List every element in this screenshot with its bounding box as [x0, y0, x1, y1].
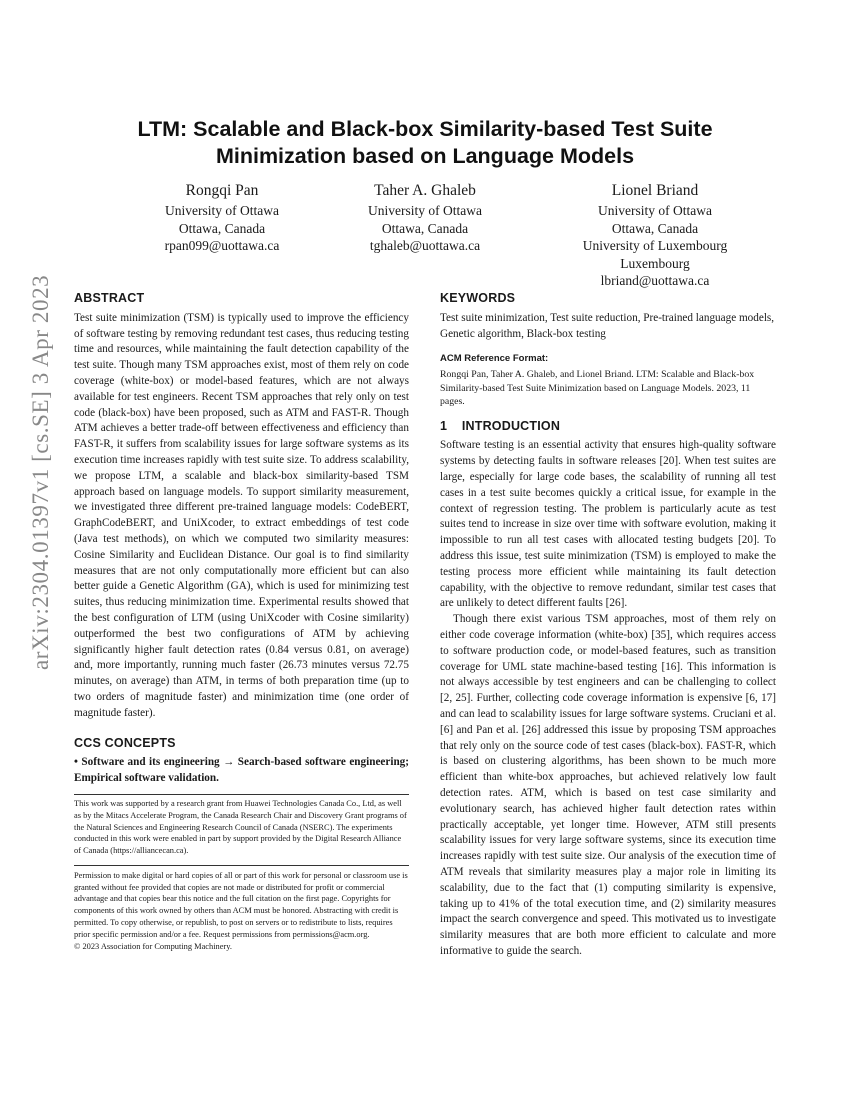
intro-paragraph-1: Software testing is an essential activity that ensures high-quality software systems by detecting faults in software releases [20]. When test suites are large, especially for large code bases, the scalability of running all test cases in a test suite becomes quickly a critical issue, for example in the context of regression testing. The problem is particularly acute as test suites tend to increase in size over time with software evolution, making it impossible to run all test cases with allocated testing budgets [20]. To address this issue, test suite minimization (TSM) is employed to make the testing process more efficient while maintaining its fault detection capability, with the objective to remove redundant, similar test cases that are unlikely to detect different faults [26]. [440, 439, 776, 610]
right-column [440, 291, 776, 960]
permission-divider [74, 865, 409, 866]
author-block-2 [325, 180, 525, 255]
title-line-2: Minimization based on Language Models [215, 144, 635, 168]
author-email: rpan099@uottawa.ca [164, 238, 280, 253]
ccs-text: • Software and its engineering → Search-based software engineering; Empirical software validation. [74, 756, 409, 785]
intro-paragraph-2: Though there exist various TSM approaches, most of them rely on either code coverage information (white-box) [35], which requires access to software production code, or model-based features, such as transition coverage for UML state machine-based testing [16]. This information is not always accessible by test engineers and can be challenging to collect [2, 25]. Further, collecting code coverage information is expensive [6, 17] and can lead to scalability issues for large software systems. Cruciani et al. [6] and Pan et al. [26] addressed this issue by proposing TSM approaches that rely only on the source code of test cases (black-box). FAST-R, which is based on clustering algorithms, has been shown to be much more efficient than white-box approaches, but achieved relatively low fault detection rates. ATM, which is based on test case similarity and evolutionary search, has achieved higher fault detection rates within practically acceptable, yet longer time. However, ATM still presents scalability issues for very large software systems, since its execution time increases rapidly with test suite size. Our analysis of the execution time of ATM reveals that similarity measures play a major role in limiting its scalability, due to the fact that (1) computing similarity is expensive, taking up to 41% of the total execution time, and (2) similarity measures impact the search convergence and speed. This motivated us to investigate similarity measures that are both more efficient to calculate and more informative to guide the search. [440, 613, 776, 957]
abstract-heading: ABSTRACT [74, 291, 145, 305]
acm-reference-text: Rongqi Pan, Taher A. Ghaleb, and Lionel Briand. LTM: Scalable and Black-box Similarity-based Test Suite Minimization based on Language Models. 2023, 11 pages. [440, 369, 755, 408]
author-email: lbriand@uottawa.ca [600, 273, 710, 288]
left-column [74, 291, 409, 952]
author-affiliation: University of Ottawa [165, 203, 279, 218]
author-location: Ottawa, Canada [381, 220, 469, 236]
permission-notice: Permission to make digital or hard copies of all or part of this work for personal or classroom use is granted without fee provided that copies are not made or distributed for profit or commercial advantage and that copies bear this notice and the full citation on the first page. Copyrights for components of this work owned by others than ACM must be honored. Abstracting with credit is permitted. To copy otherwise, or republish, to post on servers or to redistribute to lists, requires prior specific permission and/or a fee. Request permissions from permissions@acm.org. [74, 870, 408, 939]
author-location: Ottawa, Canada [178, 220, 266, 236]
title-line-1: LTM: Scalable and Black-box Similarity-based Test Suite [137, 117, 713, 141]
abstract-text: Test suite minimization (TSM) is typically used to improve the efficiency of software testing by removing redundant test cases, thus reducing testing time and resources, while maintaining the fault detection capability of the test suite. Though many TSM approaches exist, most of them rely on code coverage (white-box) or model-based features, which are not always available for test engineers. Recent TSM approaches that rely only on test code (black-box) have been proposed, such as ATM and FAST-R. Though ATM achieves a better trade-off between effectiveness and efficiency than FAST-R, it suffers from scalability issues for large software systems as its execution time increases rapidly with test suite size. To address scalability, we propose LTM, a scalable and black-box similarity-based TSM approach based on language models. To support similarity measurement, we investigated three different pre-trained language models: CodeBERT, GraphCodeBERT, and UniXcoder, to extract embeddings of test code (Java test methods), on which we computed two similarity measures: Cosine Similarity and Euclidean Distance. Our goal is to find similarity measures that are not only computationally more efficient but can also better guide a Genetic Algorithm (GA), which is used for minimizing test suites, thus reducing minimization time. Experimental results showed that the best configuration of LTM (using UniXcoder with Cosine similarity) outperformed the best two configurations of ATM by achieving significantly higher fault detection rates (0.84 versus 0.81, on average) and, more importantly, running much faster (26.73 minutes versus 72.75 minutes, on average) than ATM, in terms of both preparation time (up to two orders of magnitude faster) and minimization time (one order of magnitude faster). [74, 311, 409, 719]
funding-footnote: This work was supported by a research grant from Huawei Technologies Canada Co., Ltd, as well as by the Mitacs Accelerate Program, the Canada Research Chair and Discovery Grant programs of the Natural Sciences and Engineering Research Council of Canada (NSERC). The experiments conducted in this work were enabled in part by support provided by the Digital Research Alliance of Canada (https://alliancecan.ca). [74, 798, 407, 856]
author-affiliation: University of Ottawa [598, 203, 712, 218]
author-location: Ottawa, Canada [611, 220, 699, 236]
keywords-heading: KEYWORDS [440, 291, 516, 305]
footnote-divider [74, 794, 409, 795]
acm-reference-heading: ACM Reference Format: [440, 353, 549, 365]
copyright-notice: © 2023 Association for Computing Machinery. [74, 941, 232, 951]
author-affiliation-2: University of Luxembourg [582, 238, 728, 253]
introduction-heading: 1 INTRODUCTION [440, 418, 561, 433]
author-email: tghaleb@uottawa.ca [369, 238, 481, 253]
author-affiliation: University of Ottawa [368, 203, 482, 218]
author-location-2: Luxembourg [620, 255, 690, 271]
author-block-3 [555, 180, 755, 290]
keywords-text: Test suite minimization, Test suite reduction, Pre-trained language models, Genetic algorithm, Black-box testing [440, 311, 775, 340]
author-block-1 [122, 180, 322, 255]
paper-title [75, 116, 775, 170]
author-name: Rongqi Pan [185, 182, 259, 199]
author-name: Taher A. Ghaleb [374, 182, 476, 199]
ccs-heading: CCS CONCEPTS [74, 735, 176, 750]
author-name: Lionel Briand [611, 182, 699, 199]
arxiv-identifier: arXiv:2304.01397v1 [cs.SE] 3 Apr 2023 [28, 274, 53, 670]
